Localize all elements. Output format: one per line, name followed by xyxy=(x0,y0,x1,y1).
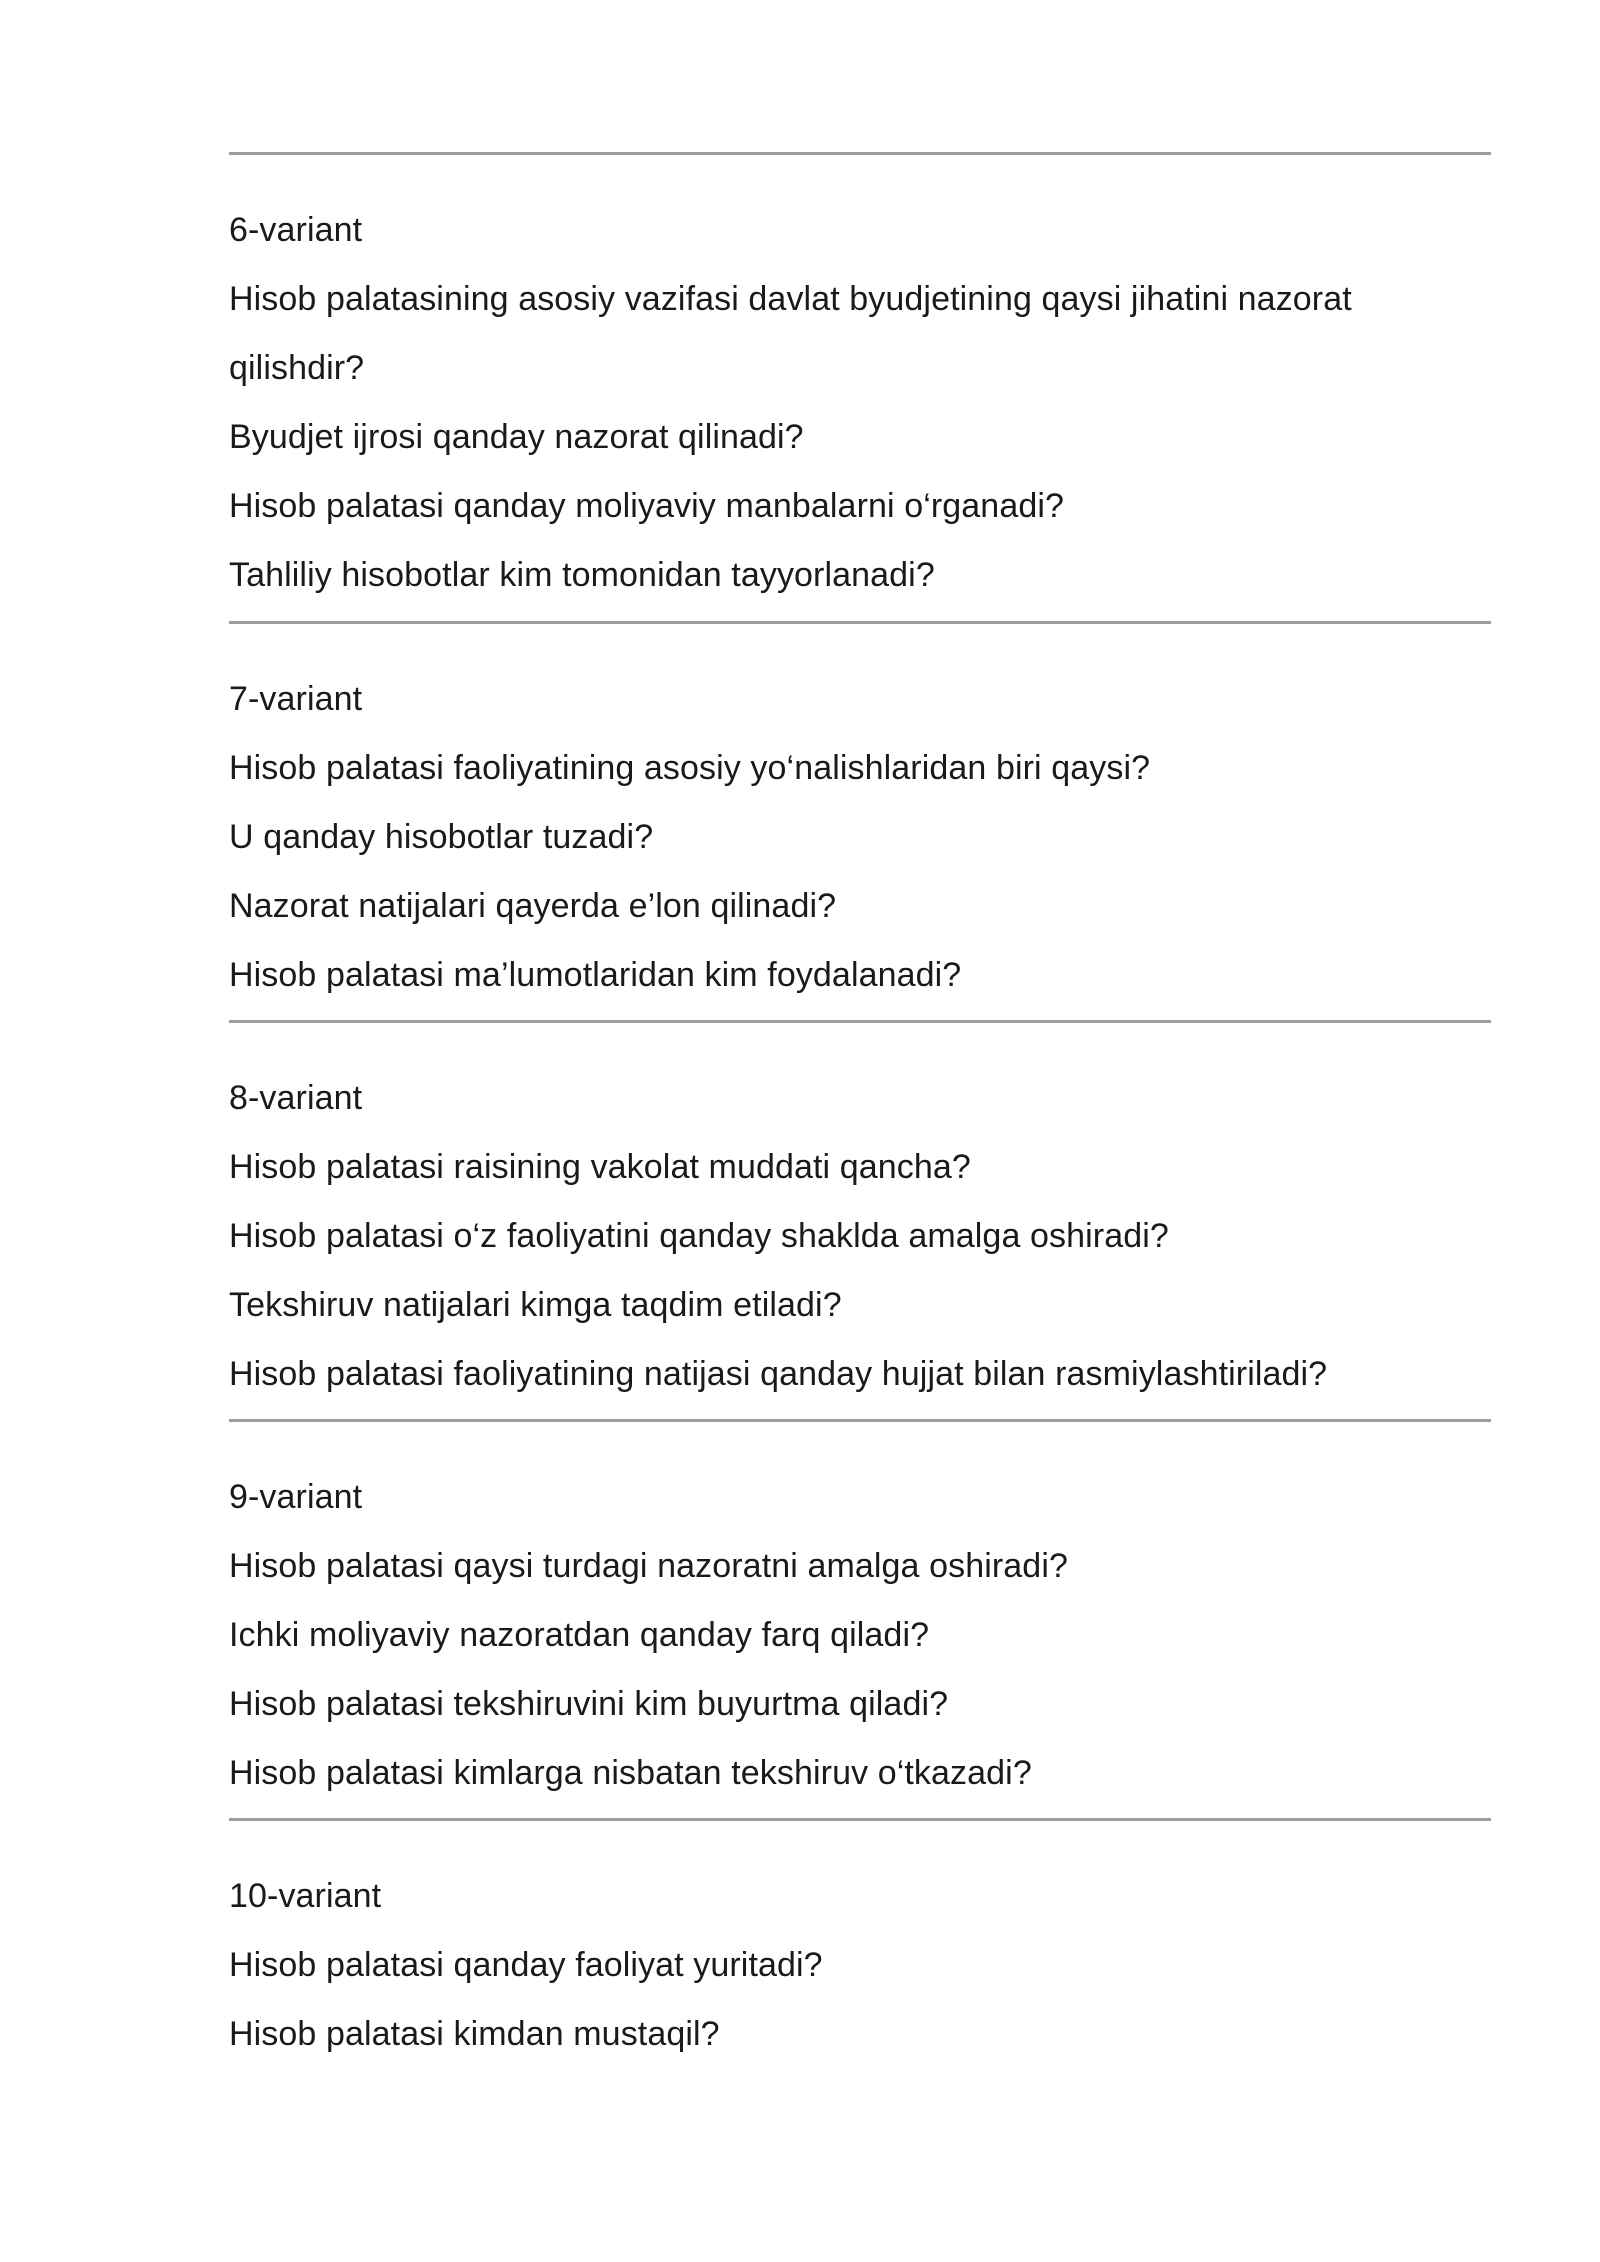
question-line: U qanday hisobotlar tuzadi? xyxy=(229,818,654,856)
section-title: 9-variant xyxy=(229,1478,363,1516)
question-line: Hisob palatasi o‘z faoliyatini qanday shaklda amalga oshiradi? xyxy=(229,1217,1169,1255)
divider xyxy=(229,1020,1491,1023)
question-line: Hisob palatasi tekshiruvini kim buyurtma qiladi? xyxy=(229,1685,949,1723)
divider xyxy=(229,152,1491,155)
section-title: 7-variant xyxy=(229,680,363,718)
question-line: Hisob palatasi qanday faoliyat yuritadi? xyxy=(229,1946,823,1984)
section-title: 6-variant xyxy=(229,211,363,249)
question-line: Hisob palatasi kimdan mustaqil? xyxy=(229,2015,720,2053)
question-line: Hisob palatasi kimlarga nisbatan tekshiruv o‘tkazadi? xyxy=(229,1754,1032,1792)
section-title: 8-variant xyxy=(229,1079,363,1117)
question-line: qilishdir? xyxy=(229,349,365,387)
question-line: Byudjet ijrosi qanday nazorat qilinadi? xyxy=(229,418,804,456)
question-line: Hisob palatasi faoliyatining natijasi qanday hujjat bilan rasmiylashtiriladi? xyxy=(229,1355,1328,1393)
question-line: Nazorat natijalari qayerda e’lon qilinadi? xyxy=(229,887,837,925)
question-line: Ichki moliyaviy nazoratdan qanday farq qiladi? xyxy=(229,1616,930,1654)
divider xyxy=(229,1419,1491,1422)
question-line: Hisob palatasi raisining vakolat muddati qancha? xyxy=(229,1148,971,1186)
question-line: Hisob palatasi qaysi turdagi nazoratni amalga oshiradi? xyxy=(229,1547,1068,1585)
divider xyxy=(229,1818,1491,1821)
section-title: 10-variant xyxy=(229,1877,382,1915)
question-line: Hisob palatasi ma’lumotlaridan kim foydalanadi? xyxy=(229,956,962,994)
question-line: Tahliliy hisobotlar kim tomonidan tayyorlanadi? xyxy=(229,556,935,594)
question-line: Hisob palatasi qanday moliyaviy manbalarni o‘rganadi? xyxy=(229,487,1064,525)
question-line: Hisob palatasi faoliyatining asosiy yo‘nalishlaridan biri qaysi? xyxy=(229,749,1151,787)
question-line: Hisob palatasining asosiy vazifasi davlat byudjetining qaysi jihatini nazorat xyxy=(229,280,1352,318)
divider xyxy=(229,621,1491,624)
question-line: Tekshiruv natijalari kimga taqdim etiladi? xyxy=(229,1286,842,1324)
